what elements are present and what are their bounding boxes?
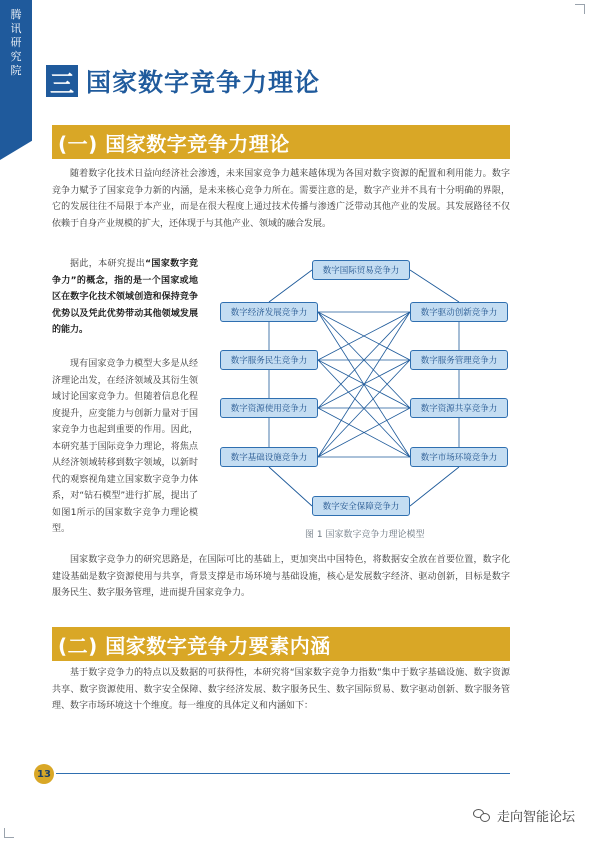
node-left: 数字经济发展竞争力 [220, 302, 318, 322]
node-left: 数字基础设施竞争力 [220, 447, 318, 467]
node-right: 数字服务管理竞争力 [410, 350, 508, 370]
node-right: 数字资源共享竞争力 [410, 398, 508, 418]
node-bottom: 数字安全保障竞争力 [312, 496, 410, 516]
banner-char: 腾 [10, 8, 22, 21]
concept-prefix: 据此，本研究提出 [70, 259, 146, 269]
chapter-heading [46, 64, 320, 98]
banner-char: 究 [10, 50, 22, 63]
node-right: 数字市场环境竞争力 [410, 447, 508, 467]
section-1-label: (一) 国家数字竞争力理论 [58, 131, 290, 156]
page-number: 13 [34, 764, 54, 784]
crop-mark-top-right [575, 4, 585, 14]
watermark-text: 走向智能论坛 [496, 810, 575, 825]
node-top: 数字国际贸易竞争力 [312, 260, 410, 280]
dimensions-paragraph: 基于数字竞争力的特点以及数据的可获得性，本研究将“国家数字竞争力指数”集中于数字基础设施、数字资源共享、数字资源使用、数字安全保障、数字经济发展、数字服务民生、数字国际贸易、数字驱动创新、数字服务管理、数字市场环境这十个维度。每一维度的具体定义和内涵如下： [52, 668, 510, 711]
node-left: 数字服务民生竞争力 [220, 350, 318, 370]
figure-caption: 图 1 国家数字竞争力理论模型 [305, 530, 425, 540]
concept-paragraph [52, 256, 198, 339]
intro-paragraph: 随着数字化技术日益向经济社会渗透，未来国家竞争力越来越体现为各国对数字资源的配置和利用能力。数字竞争力赋予了国家竞争力新的内涵，是未来核心竞争力所在。需要注意的是，数字产业并不具有十分明确的界限，它的发展往往不局限于本产业，而是在很大程度上通过技术传播与渗透广泛带动其他产业的发展。其发展路径不仅依赖于自身产业规模的扩大，还体现于与其他产业、领域的融合发展。 [52, 169, 510, 229]
node-right: 数字驱动创新竞争力 [410, 302, 508, 322]
chapter-title: 国家数字竞争力理论 [86, 68, 321, 97]
concept-definition: “国家数字竞争力”的概念，指的是一个国家或地区在数字化技术领域创造和保持竞争优势以及凭此优势带动其他领域发展的能力。 [52, 259, 198, 335]
side-banner-text [0, 8, 32, 78]
watermark [473, 806, 575, 825]
crop-mark-bottom-left [4, 828, 14, 838]
banner-char: 研 [10, 36, 22, 49]
footer-rule [56, 773, 510, 774]
model-paragraph: 现有国家竞争力模型大多是从经济理论出发，在经济领域及其衍生领域讨论国家竞争力。但随着信息化程度提升，应变能力与创新力量对于国家竞争力也起到重要的作用。因此，本研究基于国际竞争力理论，将焦点从经济领域转移到数字领域，以新时代的观察视角建立国家数字竞争力体系，对“钻石模型”进行扩展，提出了如图1所示的国家数字竞争力理论模型。 [52, 359, 198, 534]
section-heading-1 [52, 125, 510, 159]
wechat-icon [473, 809, 491, 823]
section-heading-2 [52, 627, 510, 661]
chapter-number: 三 [46, 65, 78, 97]
competitiveness-model-diagram [212, 248, 512, 528]
banner-char: 讯 [10, 22, 22, 35]
section-2-label: (二) 国家数字竞争力要素内涵 [58, 633, 331, 658]
approach-paragraph: 国家数字竞争力的研究思路是，在国际可比的基础上，更加突出中国特色，将数据安全放在首要位置，数字化建设基础是数字资源使用与共享，背景支撑是市场环境与基础设施，核心是发展数字经济、驱动创新，目标是数字服务民生、数字服务管理，进而提升国家竞争力。 [52, 555, 510, 598]
diagram-connectors [212, 248, 512, 528]
banner-char: 院 [10, 64, 22, 77]
node-left: 数字资源使用竞争力 [220, 398, 318, 418]
